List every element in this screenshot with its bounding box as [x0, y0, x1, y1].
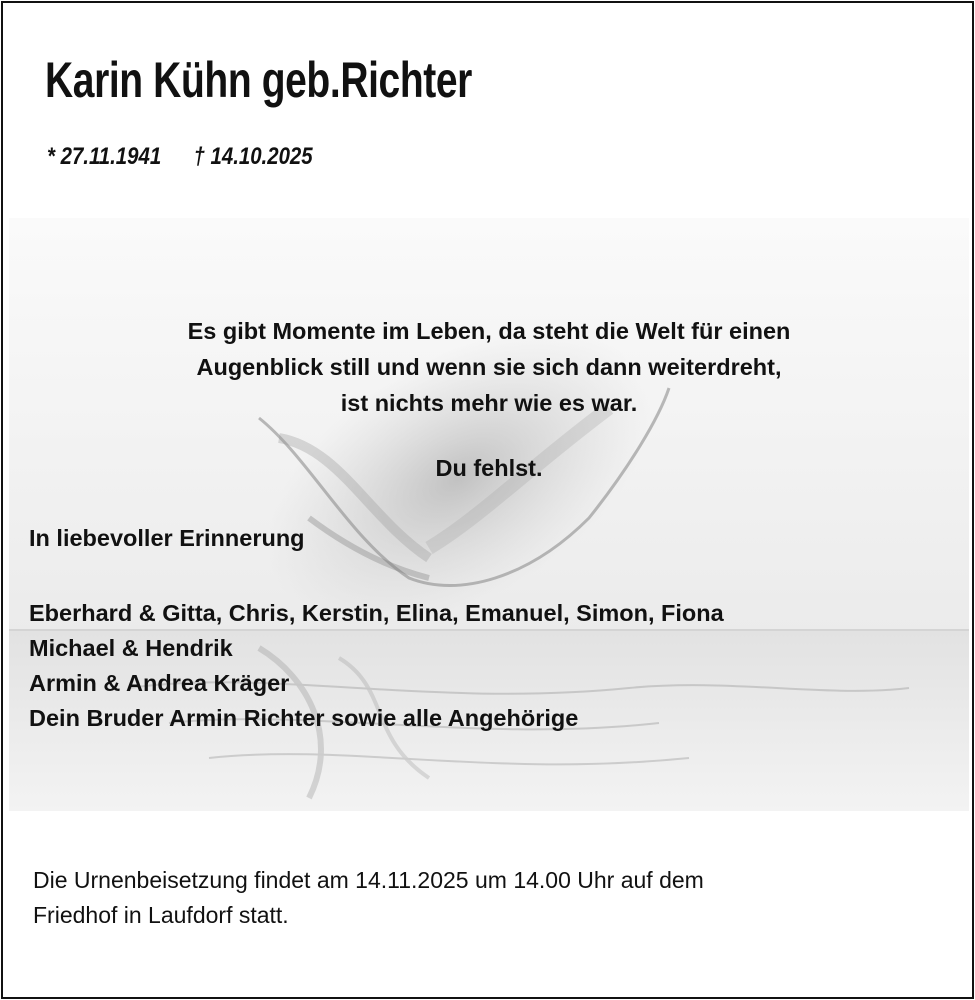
mourner-line: Michael & Hendrik [29, 635, 233, 661]
birth-date: * 27.11.1941 [47, 143, 162, 170]
death-date: † 14.10.2025 [193, 143, 313, 170]
funeral-notice [33, 863, 704, 933]
quote-closing: Du fehlst. [435, 455, 543, 481]
mourner-line: Dein Bruder Armin Richter sowie alle Angehörige [29, 705, 579, 731]
quote-line: Augenblick still und wenn sie sich dann weiterdreht, [196, 354, 782, 380]
notice-line: Friedhof in Laufdorf statt. [33, 902, 289, 928]
remembrance-intro: In liebevoller Erinnerung [29, 525, 305, 551]
quote-line: Es gibt Momente im Leben, da steht die Welt für einen [187, 318, 791, 344]
memorial-quote [9, 313, 969, 421]
mourner-line: Eberhard & Gitta, Chris, Kerstin, Elina, Emanuel, Simon, Fiona [29, 600, 724, 626]
obituary-card [1, 1, 974, 999]
notice-line: Die Urnenbeisetzung findet am 14.11.2025 um 14.00 Uhr auf dem [33, 867, 704, 893]
deceased-name: Karin Kühn geb.Richter [45, 52, 472, 108]
quote-line: ist nichts mehr wie es war. [340, 390, 638, 416]
feather-photo [9, 218, 969, 811]
life-dates [47, 143, 313, 171]
mourners-list [29, 596, 724, 736]
mourner-line: Armin & Andrea Kräger [29, 670, 290, 696]
